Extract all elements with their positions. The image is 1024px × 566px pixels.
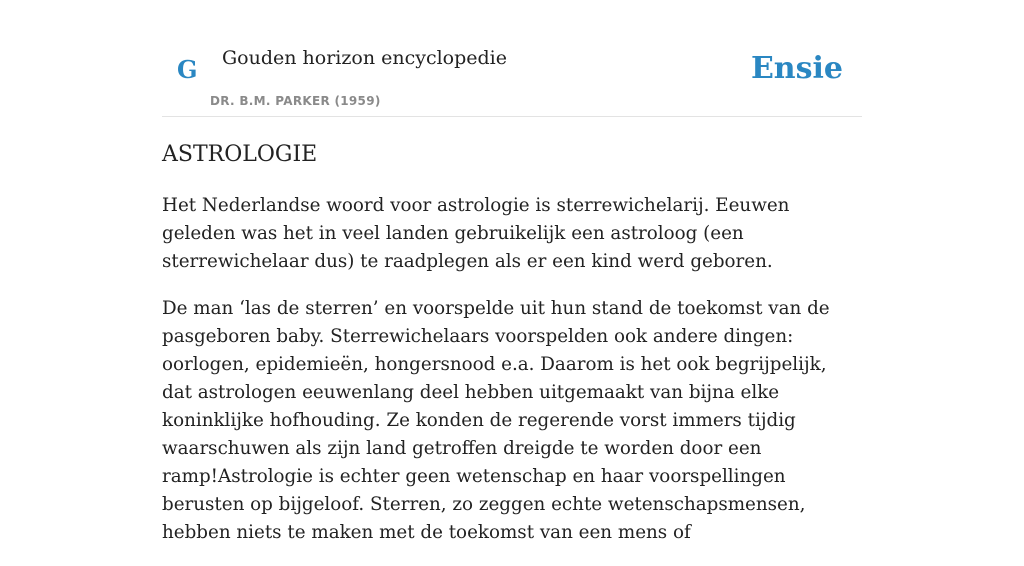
book-author: DR. B.M. PARKER (1959): [210, 94, 381, 108]
book-title-link[interactable]: Gouden horizon encyclopedie: [222, 47, 507, 69]
book-logo-icon[interactable]: G: [177, 55, 198, 84]
content-container: [162, 0, 862, 543]
article-title: ASTROLOGIE: [162, 142, 318, 167]
brand-logo-link[interactable]: Ensie: [750, 51, 843, 86]
article-paragraph: De man ‘las de sterren’ en voorspelde uit hun stand de toekomst van de pasgeboren baby. Sterrewichelaars voorspelden ook andere dingen: oorlogen, epidemieën, hongersnood e.a. Daarom is het ook begrijpelijk, dat astrologen eeuwenlang deel hebben uitgemaakt van bijna elke koninklijke hofhouding. Ze konden de regerende vorst immers tijdig waarschuwen als zijn land getroffen dreigde te worden door een ramp!Astrologie is echter geen wetenschap en haar voorspellingen berusten op bijgeloof. Sterren, zo zeggen echte wetenschapsmensen, hebben niets te maken met de toekomst van een mens of: [162, 298, 830, 543]
article-body: [162, 192, 862, 566]
header: [162, 0, 862, 117]
article-paragraph: Het Nederlandse woord voor astrologie is sterrewichelarij. Eeuwen geleden was het in veel landen gebruikelijk een astroloog (een sterrewichelaar dus) te raadplegen als er een kind werd geboren.: [162, 195, 790, 272]
